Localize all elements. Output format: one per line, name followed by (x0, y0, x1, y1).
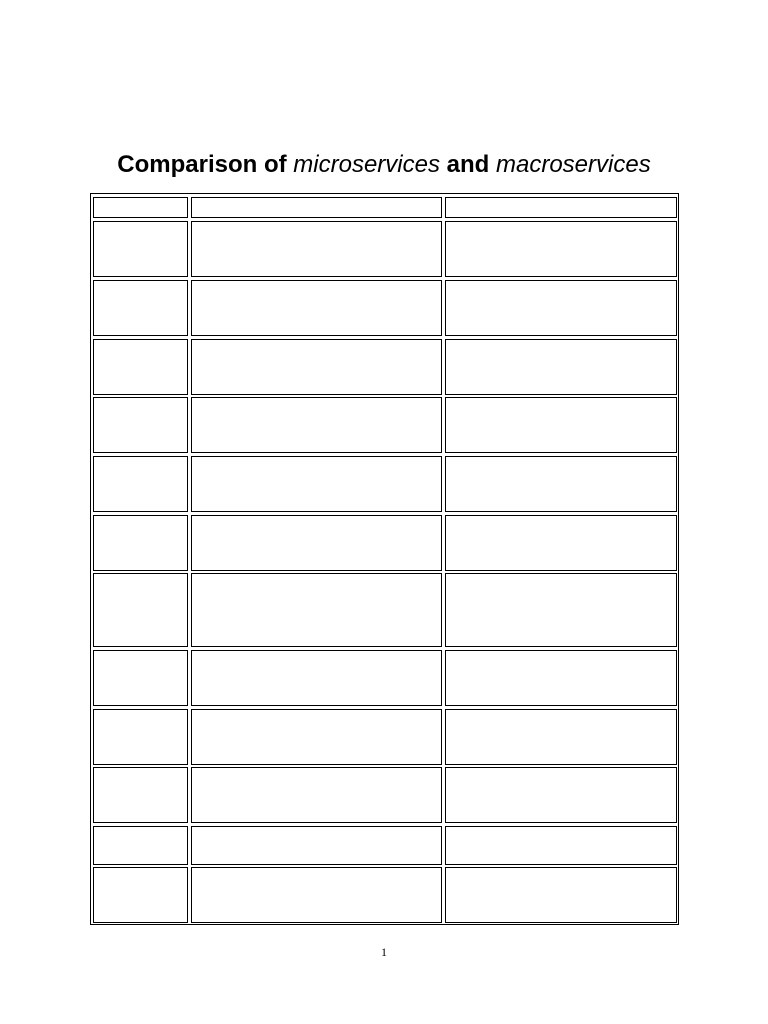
comparison-table (90, 193, 679, 925)
table-cell (93, 339, 188, 395)
table-header-cell (445, 197, 677, 218)
table-cell (93, 280, 188, 336)
table-cell (93, 826, 188, 865)
table-cell (191, 515, 442, 571)
table-header-cell (191, 197, 442, 218)
table-cell (191, 456, 442, 512)
table-cell (191, 709, 442, 765)
page-number: 1 (381, 945, 387, 959)
table-cell (445, 280, 677, 336)
table-cell (93, 456, 188, 512)
table-cell (191, 221, 442, 277)
table-header-cell (93, 197, 188, 218)
table-cell (93, 650, 188, 706)
table-cell (445, 515, 677, 571)
table-cell (191, 767, 442, 823)
table-cell (445, 456, 677, 512)
title-prefix: Comparison of (117, 151, 294, 178)
page-title (0, 148, 768, 182)
table-cell (445, 709, 677, 765)
title-term-macroservices: macroservices (496, 151, 651, 178)
table-cell (445, 221, 677, 277)
table-cell (93, 709, 188, 765)
table-cell (445, 767, 677, 823)
table-cell (93, 573, 188, 647)
title-term-microservices: microservices (293, 151, 440, 178)
table-cell (445, 826, 677, 865)
table-cell (445, 339, 677, 395)
table-cell (445, 573, 677, 647)
table-cell (93, 867, 188, 923)
table-cell (445, 397, 677, 453)
title-conjunction: and (439, 151, 496, 178)
table-cell (191, 573, 442, 647)
table-cell (191, 280, 442, 336)
table-cell (191, 397, 442, 453)
table-cell (93, 767, 188, 823)
table-cell (445, 650, 677, 706)
table-cell (93, 397, 188, 453)
table-cell (93, 221, 188, 277)
table-cell (191, 650, 442, 706)
table-cell (445, 867, 677, 923)
table-cell (191, 867, 442, 923)
table-cell (191, 339, 442, 395)
table-cell (191, 826, 442, 865)
table-cell (93, 515, 188, 571)
